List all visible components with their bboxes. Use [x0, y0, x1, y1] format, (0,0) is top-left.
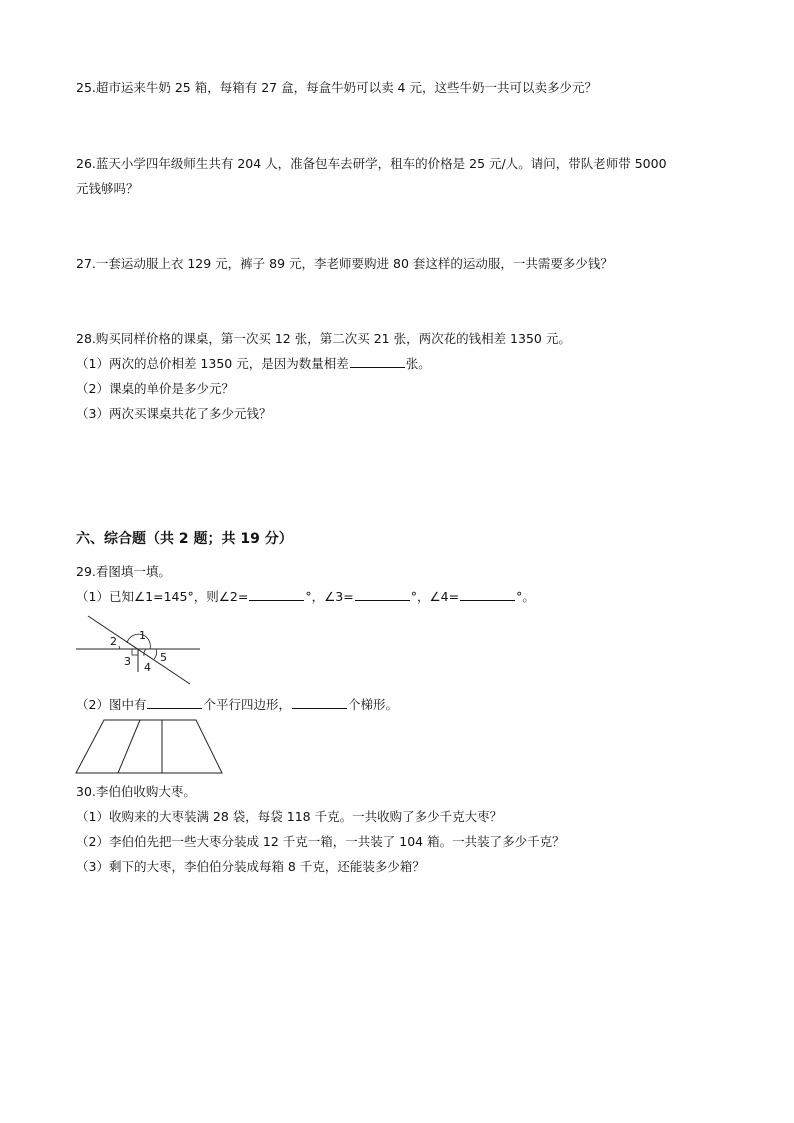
answer-blank[interactable] [460, 588, 515, 601]
question-28-stem: 28.购买同样价格的课桌，第一次买 12 张，第二次买 21 张，两次花的钱相差 1350 元。 [76, 331, 571, 346]
answer-blank[interactable] [292, 696, 347, 709]
slanted-line [88, 616, 190, 684]
question-28-part2: （2）课桌的单价是多少元？ [76, 381, 234, 396]
question-26-line1: 26.蓝天小学四年级师生共有 204 人，准备包车去研学，租车的价格是 25 元/人。请问，带队老师带 5000 [76, 156, 667, 171]
q29-p2-b: 个平行四边形， [203, 697, 291, 712]
right-angle-mark [132, 649, 138, 655]
question-29-part1 [76, 588, 535, 606]
trapezoid-figure [74, 718, 226, 776]
q29-p1-a: （1）已知∠1=145°，则∠2= [76, 589, 249, 604]
q29-p2-c: 个梯形。 [347, 697, 398, 712]
angle-label-2: 2 [110, 635, 117, 648]
question-28-part3: （3）两次买课桌共花了多少元钱？ [76, 406, 272, 421]
question-28-part1 [76, 355, 431, 373]
q29-p1-c: °，∠4= [410, 589, 460, 604]
question-29-part2 [76, 696, 398, 714]
angle-figure [74, 612, 204, 687]
angle-arc-5 [154, 649, 157, 659]
question-25: 25.超市运来牛奶 25 箱，每箱有 27 盒，每盒牛奶可以卖 4 元，这些牛奶一共可以卖多少元？ [76, 80, 597, 95]
q28-p1-text: （1）两次的总价相差 1350 元，是因为数量相差 [76, 356, 349, 371]
trapezoid-outline [76, 720, 222, 773]
question-30-stem: 30.李伯伯收购大枣。 [76, 784, 196, 799]
q28-p1-unit: 张。 [405, 356, 431, 371]
question-27: 27.一套运动服上衣 129 元，裤子 89 元，李老师要购进 80 套这样的运动服，一共需要多少钱？ [76, 256, 613, 271]
answer-blank[interactable] [355, 588, 410, 601]
section-heading: 六、综合题（共 2 题；共 19 分） [76, 531, 293, 547]
slanted-divider [118, 720, 140, 773]
answer-blank[interactable] [350, 355, 405, 368]
angle-label-5: 5 [160, 651, 167, 664]
angle-label-3: 3 [124, 655, 131, 668]
angle-label-4: 4 [144, 661, 151, 674]
q29-p2-a: （2）图中有 [76, 697, 147, 712]
question-30-part2: （2）李伯伯先把一些大枣分装成 12 千克一箱，一共装了 104 箱。一共装了多少千克？ [76, 834, 565, 849]
answer-blank[interactable] [147, 696, 202, 709]
q29-p1-b: °，∠3= [305, 589, 354, 604]
question-30-part3: （3）剩下的大枣，李伯伯分装成每箱 8 千克，还能装多少箱？ [76, 859, 425, 874]
angle-label-1: 1 [139, 629, 146, 642]
question-30-part1: （1）收购来的大枣装满 28 袋，每袋 118 千克。一共收购了多少千克大枣？ [76, 809, 503, 824]
answer-blank[interactable] [249, 588, 304, 601]
question-26-line2: 元钱够吗？ [76, 181, 139, 196]
q29-p1-d: °。 [516, 589, 535, 604]
question-29-stem: 29.看图填一填。 [76, 564, 171, 579]
